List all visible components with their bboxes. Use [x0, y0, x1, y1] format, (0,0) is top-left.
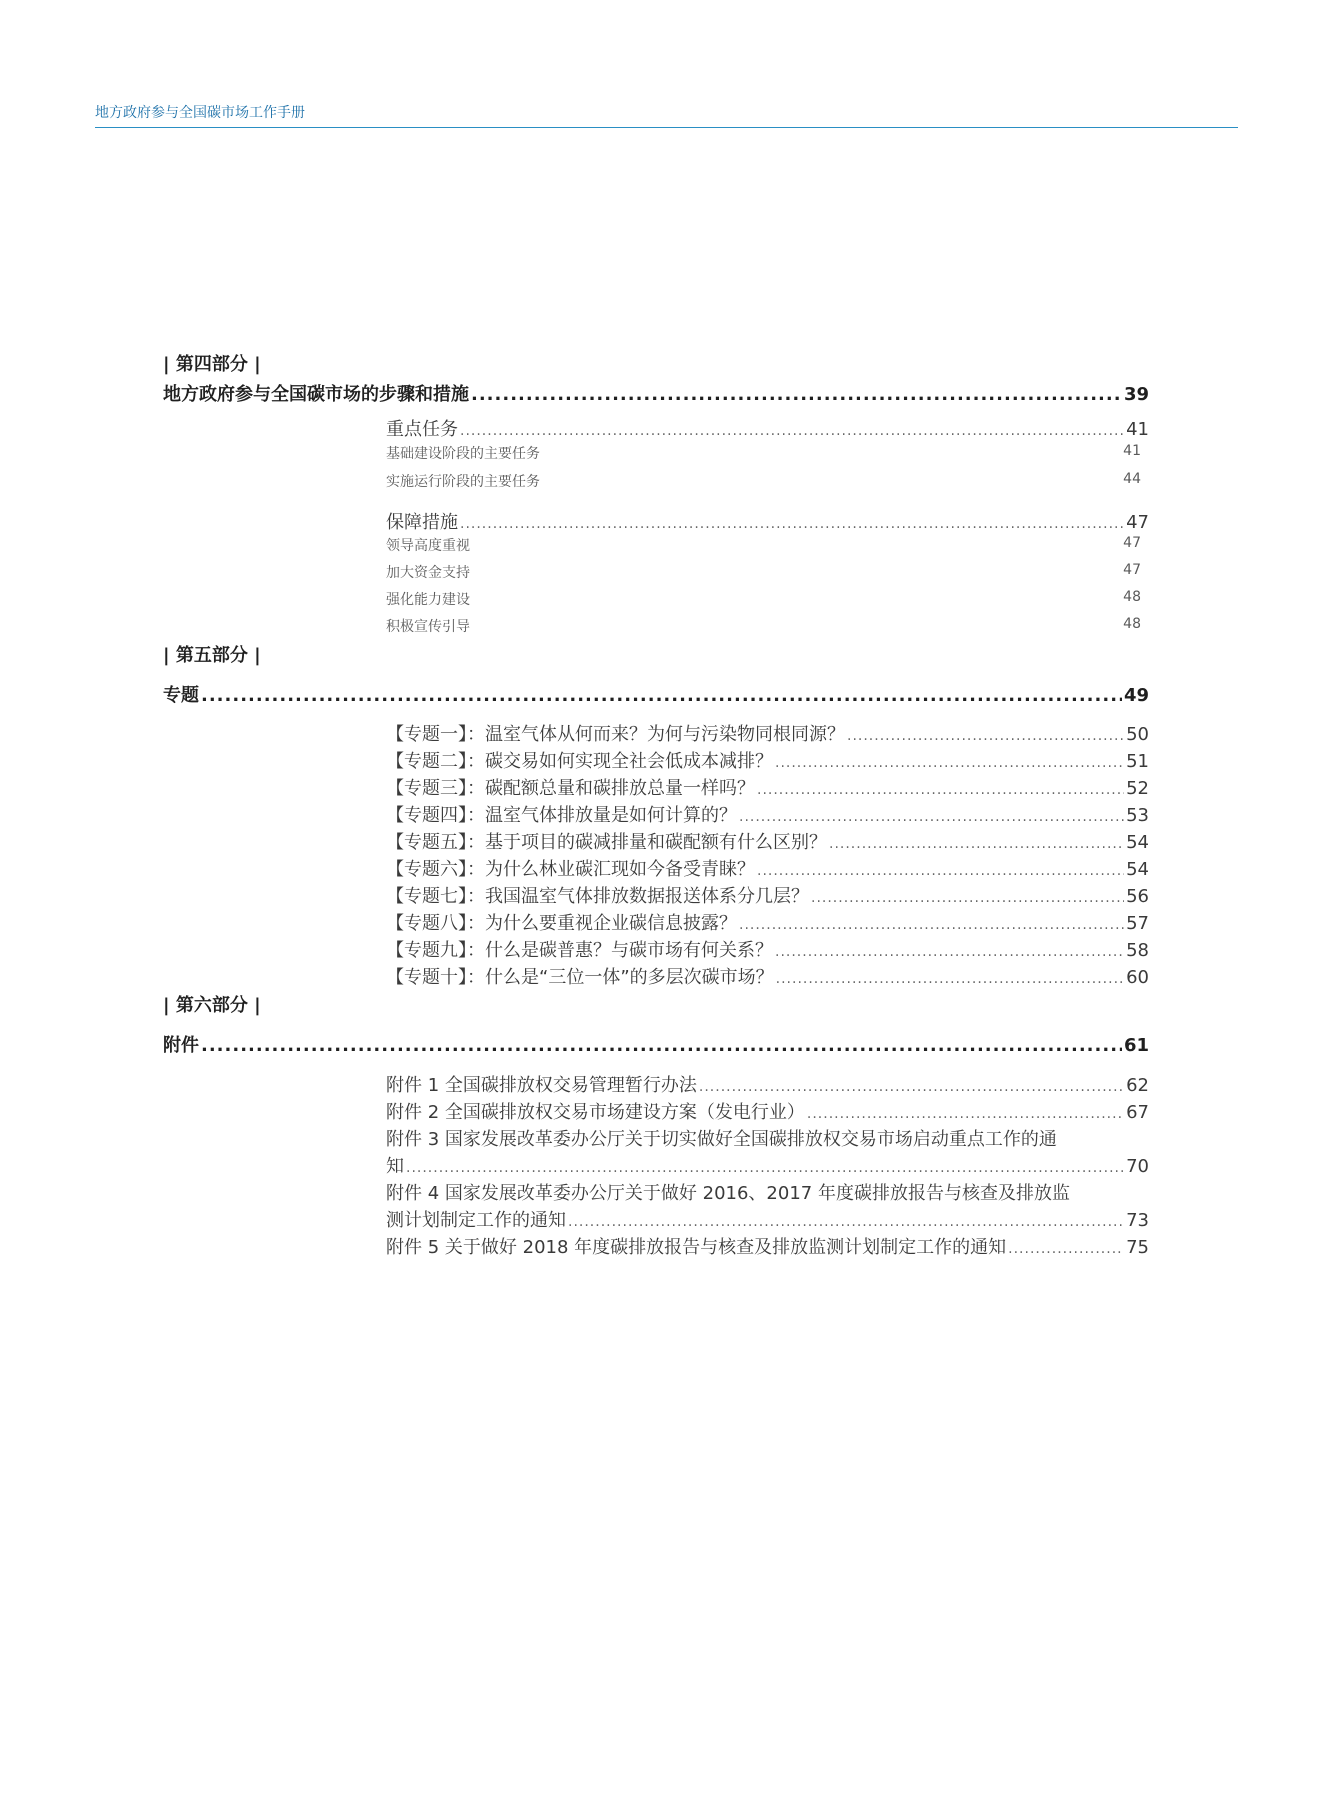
toc-entry-annex-2[interactable]: [386, 1098, 1149, 1124]
toc-entry-part5-main[interactable]: [163, 681, 1149, 707]
toc-entry-label: 【专题三】：碳配额总量和碳排放总量一样吗？: [386, 778, 755, 799]
dot-leader: [739, 809, 1124, 825]
toc-subentry-capacity[interactable]: [386, 589, 1141, 609]
toc-page-number: 60: [1126, 967, 1149, 988]
toc-page-number: 49: [1123, 685, 1149, 706]
toc-entry-safeguards[interactable]: [386, 508, 1149, 534]
toc-entry-part4-main[interactable]: [163, 380, 1149, 406]
toc-entry-label: 附件: [163, 1035, 199, 1056]
toc-entry-topic-4[interactable]: [386, 801, 1149, 827]
toc-page-number: 75: [1126, 1237, 1149, 1258]
toc-entry-topic-6[interactable]: [386, 855, 1149, 881]
toc-entry-label: 基础建设阶段的主要任务: [386, 446, 540, 462]
toc-entry-annex-5[interactable]: [386, 1233, 1149, 1259]
dot-leader: [807, 1106, 1124, 1122]
toc-entry-label: 保障措施: [386, 512, 458, 533]
toc-entry-label: 【专题七】：我国温室气体排放数据报送体系分几层？: [386, 886, 809, 907]
header-title: 地方政府参与全国碳市场工作手册: [95, 105, 305, 121]
toc-page-number: 47: [1123, 562, 1141, 578]
dot-leader: [1008, 1241, 1124, 1257]
part-four-heading: | 第四部分 |: [163, 354, 261, 375]
toc-entry-label: 强化能力建设: [386, 592, 470, 608]
dot-leader: [201, 1035, 1122, 1056]
toc-entry-label: 【专题六】：为什么林业碳汇现如今备受青睐？: [386, 859, 755, 880]
toc-page-number: 41: [1123, 443, 1141, 459]
toc-entry-topic-3[interactable]: [386, 774, 1149, 800]
dot-leader: [775, 944, 1124, 960]
dot-leader: [201, 685, 1122, 706]
toc-page-number: 50: [1126, 724, 1149, 745]
toc-entry-label: 【专题五】：基于项目的碳减排量和碳配额有什么区别？: [386, 832, 827, 853]
toc-page-number: 54: [1126, 832, 1149, 853]
toc-page-number: 56: [1126, 886, 1149, 907]
toc-entry-label: 重点任务: [386, 419, 458, 440]
toc-subentry-operation-stage[interactable]: [386, 471, 1141, 491]
toc-page-number: 44: [1123, 471, 1141, 487]
toc-entry-topic-9[interactable]: [386, 936, 1149, 962]
toc-page-number: 53: [1126, 805, 1149, 826]
dot-leader: [811, 890, 1124, 906]
toc-entry-annex-4-line1[interactable]: 附件 4 国家发展改革委办公厅关于做好 2016、2017 年度碳排放报告与核查及排放监: [386, 1183, 1070, 1204]
dot-leader: [757, 782, 1124, 798]
toc-entry-label: 积极宣传引导: [386, 619, 470, 635]
toc-page-number: 47: [1126, 512, 1149, 533]
toc-entry-topic-8[interactable]: [386, 909, 1149, 935]
dot-leader: [739, 917, 1124, 933]
toc-entry-annex-4-line2[interactable]: [386, 1206, 1149, 1232]
toc-page-number: 52: [1126, 778, 1149, 799]
toc-entry-label: 加大资金支持: [386, 565, 470, 581]
toc-page-number: 39: [1123, 384, 1149, 405]
toc-page-number: 54: [1126, 859, 1149, 880]
dot-leader: [829, 836, 1124, 852]
toc-entry-annex-1[interactable]: [386, 1071, 1149, 1097]
part-five-heading: | 第五部分 |: [163, 645, 261, 666]
toc-entry-label: 【专题八】：为什么要重视企业碳信息披露？: [386, 913, 737, 934]
toc-entry-label: 测计划制定工作的通知: [386, 1210, 566, 1231]
toc-entry-topic-1[interactable]: [386, 720, 1149, 746]
dot-leader: [776, 971, 1124, 987]
toc-entry-label: 【专题九】：什么是碳普惠？与碳市场有何关系？: [386, 940, 773, 961]
toc-page-number: 41: [1126, 419, 1149, 440]
toc-entry-label: 附件 5 关于做好 2018 年度碳排放报告与核查及排放监测计划制定工作的通知: [386, 1237, 1007, 1258]
toc-page-number: 70: [1126, 1156, 1149, 1177]
dot-leader: [471, 384, 1122, 405]
toc-entry-label: 领导高度重视: [386, 538, 470, 554]
toc-entry-label: 附件 2 全国碳排放权交易市场建设方案（发电行业）: [386, 1102, 805, 1123]
dot-leader: [460, 423, 1124, 439]
toc-entry-label: 知: [386, 1156, 404, 1177]
toc-entry-label: 地方政府参与全国碳市场的步骤和措施: [163, 384, 469, 405]
toc-entry-topic-10[interactable]: [386, 963, 1149, 989]
toc-entry-part6-main[interactable]: [163, 1031, 1149, 1057]
toc-entry-label: 【专题十】：什么是“三位一体”的多层次碳市场？: [386, 967, 774, 988]
toc-entry-annex-3-line2[interactable]: [386, 1152, 1149, 1178]
toc-entry-key-tasks[interactable]: [386, 415, 1149, 441]
toc-entry-label: 【专题二】：碳交易如何实现全社会低成本减排？: [386, 751, 773, 772]
toc-page-number: 48: [1123, 616, 1141, 632]
toc-entry-topic-5[interactable]: [386, 828, 1149, 854]
toc-page-number: 48: [1123, 589, 1141, 605]
part-six-heading: | 第六部分 |: [163, 995, 261, 1016]
toc-subentry-leadership[interactable]: [386, 535, 1141, 555]
toc-page-number: 61: [1123, 1035, 1149, 1056]
toc-entry-topic-7[interactable]: [386, 882, 1149, 908]
toc-page-number: 57: [1126, 913, 1149, 934]
toc-page-number: 67: [1126, 1102, 1149, 1123]
toc-page-number: 73: [1126, 1210, 1149, 1231]
toc-entry-label: 【专题四】：温室气体排放量是如何计算的？: [386, 805, 737, 826]
dot-leader: [775, 755, 1124, 771]
toc-page-number: 51: [1126, 751, 1149, 772]
dot-leader: [757, 863, 1124, 879]
toc-entry-label: 附件 1 全国碳排放权交易管理暂行办法: [386, 1075, 697, 1096]
toc-subentry-basic-stage[interactable]: [386, 443, 1141, 463]
toc-page-number: 47: [1123, 535, 1141, 551]
toc-subentry-funding[interactable]: [386, 562, 1141, 582]
toc-page-number: 62: [1126, 1075, 1149, 1096]
dot-leader: [699, 1079, 1124, 1095]
toc-entry-label: 实施运行阶段的主要任务: [386, 474, 540, 490]
toc-page-number: 58: [1126, 940, 1149, 961]
toc-entry-topic-2[interactable]: [386, 747, 1149, 773]
toc-entry-label: 【专题一】：温室气体从何而来？为何与污染物同根同源？: [386, 724, 845, 745]
toc-entry-annex-3-line1[interactable]: 附件 3 国家发展改革委办公厅关于切实做好全国碳排放权交易市场启动重点工作的通: [386, 1129, 1057, 1150]
dot-leader: [568, 1214, 1124, 1230]
dot-leader: [460, 516, 1124, 532]
dot-leader: [847, 728, 1124, 744]
toc-subentry-publicity[interactable]: [386, 616, 1141, 636]
toc-entry-label: 专题: [163, 685, 199, 706]
dot-leader: [406, 1160, 1124, 1176]
